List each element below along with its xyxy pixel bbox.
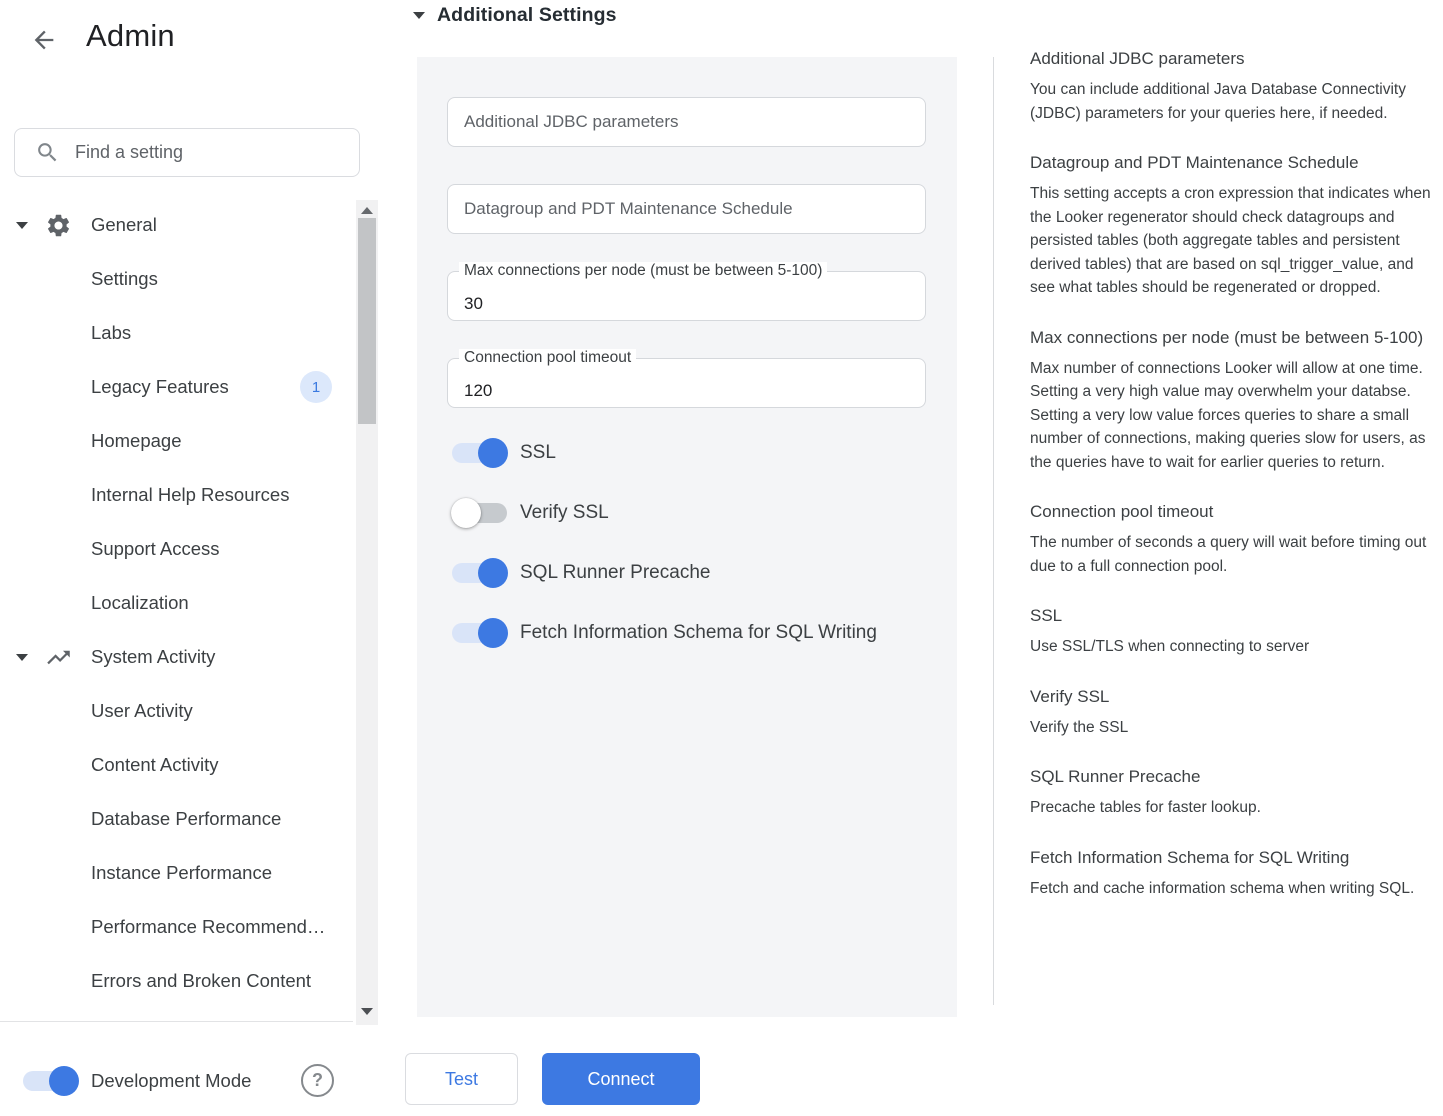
fetch-information-schema-toggle[interactable] <box>452 623 507 643</box>
sidebar-item-legacy-features[interactable] <box>0 360 353 414</box>
help-body: You can include additional Java Database Connectivity (JDBC) parameters for your queries here, if needed. <box>1030 81 1406 122</box>
verify-ssl-toggle-label: Verify SSL <box>520 502 609 523</box>
legacy-features-count-badge: 1 <box>300 371 332 403</box>
development-mode-label: Development Mode <box>91 1070 252 1091</box>
arrow-left-icon <box>30 26 58 54</box>
sql-runner-precache-toggle-label: SQL Runner Precache <box>520 562 711 583</box>
help-title: Connection pool timeout <box>1030 502 1214 521</box>
max-connections-label: Max connections per node (must be between 5-100) <box>459 262 827 279</box>
sidebar-footer-divider <box>0 1021 353 1022</box>
ssl-toggle-row <box>452 437 556 469</box>
help-title: Max connections per node (must be between 5-100) <box>1030 327 1424 347</box>
toggle-knob <box>478 438 508 468</box>
help-title: Fetch Information Schema for SQL Writing <box>1030 847 1350 867</box>
help-section-datagroup-schedule <box>1030 152 1432 300</box>
sidebar-scrollbar[interactable] <box>356 200 378 1025</box>
toggle-knob <box>478 618 508 648</box>
sidebar-item-label: Errors and Broken Content <box>91 970 312 991</box>
ssl-toggle-label: SSL <box>520 442 556 463</box>
help-title: SQL Runner Precache <box>1030 767 1201 786</box>
sidebar-item-label: Legacy Features <box>91 376 229 397</box>
development-mode-toggle[interactable] <box>23 1071 78 1091</box>
help-body: Verify the SSL <box>1030 718 1129 736</box>
sidebar-item-localization[interactable] <box>0 576 353 630</box>
help-body: The number of seconds a query will wait before timing out due to a full connection pool. <box>1030 534 1427 575</box>
sidebar-item-content-activity[interactable] <box>0 738 353 792</box>
sidebar-item-label: General <box>91 214 157 235</box>
chevron-down-icon[interactable] <box>16 654 28 661</box>
jdbc-parameters-field <box>447 97 926 147</box>
page-title: Admin <box>86 18 175 53</box>
sidebar-item-label: Settings <box>91 268 158 289</box>
trending-up-icon <box>45 644 72 671</box>
sidebar-item-label: Localization <box>91 592 189 613</box>
help-section-pool-timeout <box>1030 501 1432 578</box>
sidebar-item-instance-performance[interactable] <box>0 846 353 900</box>
max-connections-field <box>447 262 926 321</box>
chevron-down-icon[interactable] <box>16 222 28 229</box>
sidebar-item-support-access[interactable] <box>0 522 353 576</box>
sidebar-item-label: Content Activity <box>91 754 219 775</box>
fetch-information-schema-toggle-row <box>452 617 877 649</box>
datagroup-schedule-field <box>447 184 926 234</box>
sidebar-item-general[interactable] <box>0 198 353 252</box>
toggle-knob <box>451 498 481 528</box>
help-body: Fetch and cache information schema when writing SQL. <box>1030 879 1415 897</box>
sidebar-item-labs[interactable] <box>0 306 353 360</box>
help-section-max-connections <box>1030 327 1432 475</box>
search-input[interactable] <box>75 142 359 163</box>
sidebar-item-label: User Activity <box>91 700 193 721</box>
development-mode-help-icon[interactable]: ? <box>301 1064 334 1097</box>
help-section-fetch-information-schema <box>1030 847 1432 901</box>
sidebar-item-database-performance[interactable] <box>0 792 353 846</box>
find-setting-search[interactable] <box>14 128 360 177</box>
help-title: Additional JDBC parameters <box>1030 49 1245 68</box>
sidebar-item-homepage[interactable] <box>0 414 353 468</box>
help-section-jdbc-parameters <box>1030 48 1432 125</box>
sidebar-item-settings[interactable] <box>0 252 353 306</box>
verify-ssl-toggle[interactable] <box>452 503 507 523</box>
sidebar-item-errors-and-broken-content[interactable] <box>0 954 353 1008</box>
ssl-toggle[interactable] <box>452 443 507 463</box>
jdbc-parameters-input[interactable] <box>447 97 926 147</box>
verify-ssl-toggle-row <box>452 497 609 529</box>
help-body: Precache tables for faster lookup. <box>1030 799 1261 816</box>
pool-timeout-field <box>447 349 926 408</box>
sidebar-item-label: System Activity <box>91 646 216 667</box>
sidebar-item-label: Instance Performance <box>91 862 272 883</box>
section-title: Additional Settings <box>437 4 617 26</box>
help-body: Use SSL/TLS when connecting to server <box>1030 638 1310 655</box>
sidebar-item-label: Performance Recommend… <box>91 916 326 937</box>
sidebar-item-internal-help-resources[interactable] <box>0 468 353 522</box>
sql-runner-precache-toggle-row <box>452 557 710 589</box>
toggle-knob <box>478 558 508 588</box>
help-title: Verify SSL <box>1030 686 1110 706</box>
development-mode-row <box>23 1066 252 1096</box>
sidebar-item-system-activity[interactable] <box>0 630 353 684</box>
toggle-knob <box>49 1066 79 1096</box>
additional-settings-header[interactable] <box>413 4 617 27</box>
help-panel-divider <box>993 57 994 1005</box>
help-body: This setting accepts a cron expression that indicates when the Looker regenerator should check datagroups and persisted tables (both aggregate tables and persistent derived tables) that are based on sql_trigger_value, and see what tables should be regenerated or dropped. <box>1030 185 1431 296</box>
sidebar-item-user-activity[interactable] <box>0 684 353 738</box>
admin-nav <box>0 198 353 1008</box>
pool-timeout-label: Connection pool timeout <box>459 349 636 366</box>
sql-runner-precache-toggle[interactable] <box>452 563 507 583</box>
sidebar-item-label: Database Performance <box>91 808 282 829</box>
help-body: Max number of connections Looker will allow at one time. Setting a very high value may overwhelm your databse. Setting a very low value forces queries to share a small number of connections, making queries slow for users, as the queries have to wait for earlier queries to return. <box>1030 359 1426 471</box>
help-title: Datagroup and PDT Maintenance Schedule <box>1030 153 1359 172</box>
search-icon <box>35 140 60 165</box>
connect-button[interactable]: Connect <box>542 1053 700 1105</box>
scroll-up-arrow-icon[interactable] <box>361 207 373 214</box>
sidebar-item-performance-recommendations[interactable] <box>0 900 353 954</box>
sidebar-item-label: Labs <box>91 322 132 343</box>
test-button[interactable]: Test <box>405 1053 518 1105</box>
scrollbar-thumb[interactable] <box>358 218 376 424</box>
sidebar-item-label: Homepage <box>91 430 182 451</box>
help-section-verify-ssl <box>1030 686 1432 740</box>
help-section-sql-runner-precache <box>1030 766 1432 820</box>
fetch-information-schema-toggle-label: Fetch Information Schema for SQL Writing <box>520 622 877 643</box>
help-section-ssl <box>1030 605 1432 659</box>
help-panel <box>1030 48 1432 927</box>
chevron-down-icon[interactable] <box>413 12 425 19</box>
sidebar-item-label: Internal Help Resources <box>91 484 290 505</box>
scroll-down-arrow-icon[interactable] <box>361 1008 373 1015</box>
sidebar-item-label: Support Access <box>91 538 220 559</box>
gear-icon <box>45 212 72 239</box>
datagroup-schedule-input[interactable] <box>447 184 926 234</box>
help-title: SSL <box>1030 606 1063 625</box>
back-button[interactable] <box>28 24 60 56</box>
